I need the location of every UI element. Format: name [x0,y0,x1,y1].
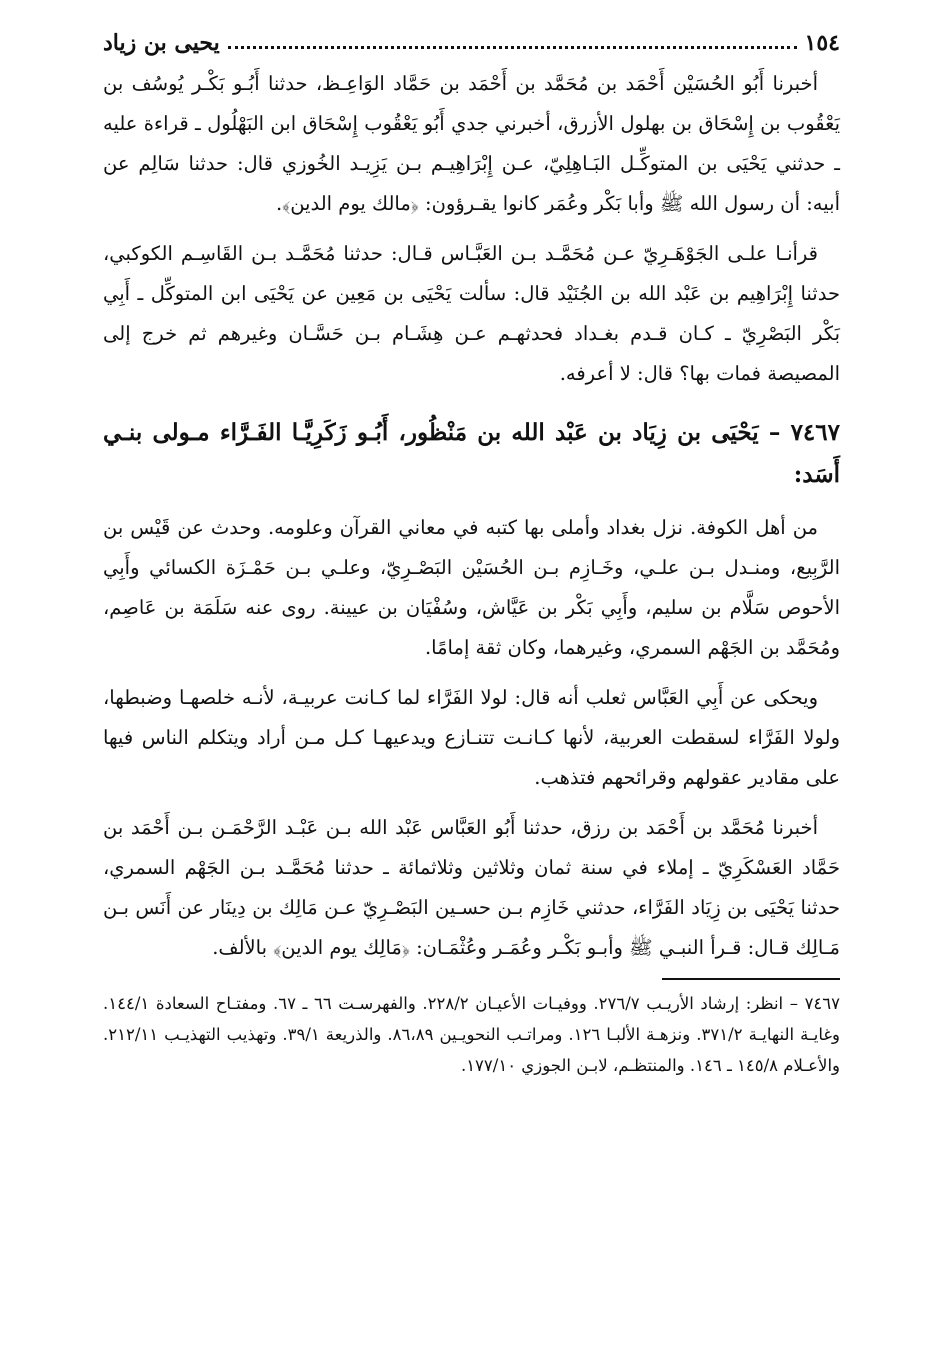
leader-dots [228,46,797,49]
paragraph: قرأنـا علـى الجَوْهَـرِيّ عـن مُحَمَّـد بـن العَبَّـاس قـال: حدثنا مُحَمَّـد بـن القَاسِـم الكوكبي، حدثنا إِبْرَاهِيم بن عَبْد الله بن الجُنَيْد قال: سألت يَحْيَى بن مَعِين عن يَحْيَى ابن المتوكِّل ـ أَبِي بَكْر البَصْرِيّ ـ كـان قـدم بغـداد فحدثهـم عـن هِشَـام بـن حَسَّـان وغيرهم ثم خرج إلى المصيصة فمات بها؟ قال: لا أعرفه. [103,242,840,385]
entry-heading: ٧٤٦٧ – يَحْيَى بن زِيَاد بن عَبْد الله بن مَنْظُور، أَبُـو زَكَرِيَّـا الفَـرَّاء مـولى بنـي أَسَد: [103,419,840,488]
running-header [103,22,840,64]
paragraph: أخبرنا أَبُو الحُسَيْن أَحْمَد بن مُحَمَّد بن أَحْمَد بن حَمَّاد الوَاعِـظ، حدثنا أَبُـو بَكْـر يُوسُف بن يَعْقُوب بن إِسْحَاق بن بهلول الأزرق، أخبرني جدي أَبُو يَعْقُوب إِسْحَاق ابن البَهْلُول ـ قراءة عليه ـ حدثني يَحْيَى بن المتوكِّـل البَـاهِلِيّ، عـن إِبْرَاهِيـم بـن يَزِيـد الخُوزي قال: حدثنا سَالِم عن أبيه: أن رسول الله ﷺ وأبا بَكْر وعُمَر كانوا يقـرؤون: ﴿مالك يوم الدين﴾. [103,72,840,215]
paragraph: أخبرنا مُحَمَّد بن أَحْمَد بن رزق، حدثنا أَبُو العَبَّاس عَبْد الله بـن عَبْـد الرَّحْمَـن بـن أَحْمَد بن حَمَّاد العَسْكَرِيّ ـ إملاء في سنة ثمان وثلاثين وثلاثمائة ـ حدثنا مُحَمَّـد بـن الجَهْم السمري، حدثنا يَحْيَى بن زِيَاد الفَرَّاء، حدثني خَازِم بـن حسـين البَصْـرِيّ عـن مَالِك بن دِينَار عن أَنَس بـن مَـالِك قـال: قـرأ النبـي ﷺ وأبـو بَكْـر وعُمَـر وعُثْمَـان: ﴿مَالِك يوم الدين﴾ بالألف. [103,816,840,959]
running-title: يحيى بن زياد [103,30,220,56]
footnote: ٧٤٦٧ – انظر: إرشاد الأريـب ٢٧٦/٧. ووفيـات الأعيـان ٢٢٨/٢. والفهرسـت ٦٦ ـ ٦٧. ومفتـاح السعادة ١٤٤/١. وغايـة النهايـة ٣٧١/٢. ونزهـة الألبـا ١٢٦. ومراتـب النحويـين ٨٦،٨٩. والذريعة ٣٩/١. وتهذيب التهذيـب ٢١٢/١١. والأعـلام ١٤٥/٨ ـ ١٤٦. والمنتظـم، لابـن الجوزي ١٧٧/١٠. [103,994,841,1075]
paragraph: ويحكى عن أَبِي العَبَّاس ثعلب أنه قال: لولا الفَرَّاء لما كـانت عربيـة، لأنـه خلصهـا وضبطها، ولولا الفَرَّاء لسقطت العربية، لأنها كـانـت تتنـازع ويدعيهـا كـل مـن أراد ويتكلم الناس فيها على مقادير عقولهم وقرائحهم فتذهب. [103,686,840,789]
page-number: ١٥٤ [804,30,840,56]
footnote-rule [662,978,840,980]
paragraph: من أهل الكوفة. نزل بغداد وأملى بها كتبه في معاني القرآن وعلومه. وحدث عن قَيْس بن الرَّبِيع، ومنـدل بـن علـي، وخَـازِم بـن الحُسَيْن البَصْـرِيّ، وعلـي بـن حَمْـزَة الكسائي وأَبِي الأحوص سَلَّام بن سليم، وأَبِي بَكْر بن عَيَّاش، وسُفْيَان بن عيينة. روى عنه سَلَمَة بن عَاصِم، ومُحَمَّد بن الجَهْم السمري، وغيرهما، وكان ثقة إمامًا. [103,516,840,659]
document-page [103,22,840,1081]
